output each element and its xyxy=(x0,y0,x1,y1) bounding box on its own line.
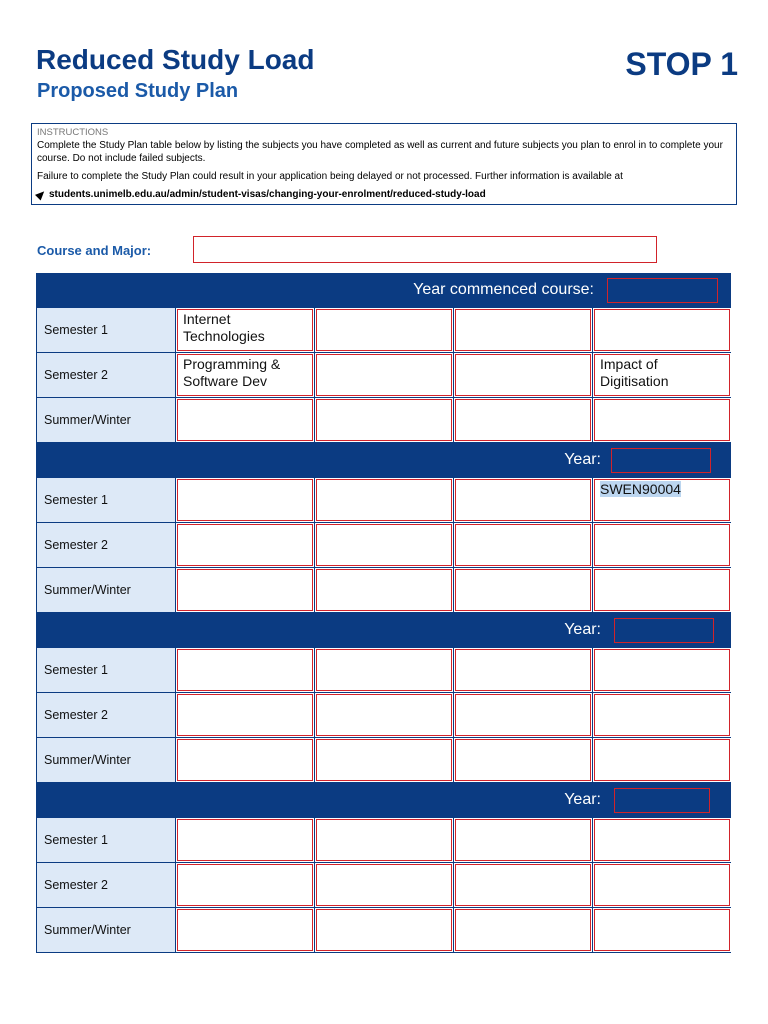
subject-cell xyxy=(315,353,454,397)
subject-cell xyxy=(176,523,315,567)
period-label: Semester 2 xyxy=(36,693,176,737)
subject-input[interactable] xyxy=(316,479,452,521)
subject-cell xyxy=(593,818,731,862)
subject-cell xyxy=(176,398,315,442)
instructions-line-1: Complete the Study Plan table below by listing the subjects you have completed as well as current and future subjects you plan to enrol in to complete your course. Do not include failed subjects. xyxy=(37,140,723,164)
plan-row xyxy=(36,648,731,693)
subject-cell xyxy=(315,818,454,862)
subject-input[interactable] xyxy=(177,309,313,351)
subject-text: Impact of Digitisation xyxy=(600,356,669,389)
subject-input[interactable] xyxy=(455,354,591,396)
subject-input[interactable] xyxy=(455,524,591,566)
subject-cell xyxy=(593,353,731,397)
year-label: Year: xyxy=(564,621,601,638)
year-label: Year: xyxy=(564,451,601,468)
subject-input[interactable] xyxy=(594,819,730,861)
subject-cell xyxy=(454,818,593,862)
subject-cell xyxy=(315,908,454,952)
plan-row xyxy=(36,693,731,738)
subject-cell xyxy=(593,478,731,522)
subject-cell xyxy=(454,648,593,692)
subject-cell xyxy=(454,568,593,612)
subject-input[interactable] xyxy=(177,354,313,396)
year-input[interactable] xyxy=(607,278,718,303)
subject-cell xyxy=(593,568,731,612)
period-label: Semester 2 xyxy=(36,523,176,567)
subject-input[interactable] xyxy=(594,399,730,441)
period-label: Summer/Winter xyxy=(36,908,176,952)
subject-input[interactable] xyxy=(316,309,452,351)
subject-cell xyxy=(315,523,454,567)
plan-row xyxy=(36,353,731,398)
subject-input[interactable] xyxy=(316,354,452,396)
subject-cell xyxy=(593,693,731,737)
subject-input[interactable] xyxy=(594,524,730,566)
plan-row xyxy=(36,738,731,783)
subject-cell xyxy=(176,568,315,612)
page-subtitle: Proposed Study Plan xyxy=(37,80,239,102)
subject-input[interactable] xyxy=(177,694,313,736)
subject-cell xyxy=(593,863,731,907)
subject-input[interactable] xyxy=(594,694,730,736)
subject-cell xyxy=(176,648,315,692)
instructions-box xyxy=(31,123,737,205)
subject-input[interactable] xyxy=(455,909,591,951)
subject-cell xyxy=(454,523,593,567)
period-label: Semester 2 xyxy=(36,353,176,397)
subject-cell xyxy=(315,308,454,352)
subject-cell xyxy=(454,308,593,352)
subject-cell xyxy=(176,478,315,522)
subject-cell xyxy=(315,648,454,692)
subject-cell xyxy=(176,693,315,737)
subject-input[interactable] xyxy=(316,694,452,736)
subject-cell xyxy=(593,523,731,567)
plan-row xyxy=(36,568,731,613)
subject-input[interactable] xyxy=(316,399,452,441)
instructions-heading: INSTRUCTIONS xyxy=(37,127,109,138)
subject-cell xyxy=(176,738,315,782)
period-label: Summer/Winter xyxy=(36,568,176,612)
subject-cell xyxy=(454,478,593,522)
subject-input[interactable] xyxy=(594,569,730,611)
subject-text: SWEN90004 xyxy=(600,481,681,497)
subject-input[interactable] xyxy=(177,819,313,861)
course-major-input[interactable] xyxy=(193,236,657,263)
info-link-text[interactable]: students.unimelb.edu.au/admin/student-visas/changing-your-enrolment/reduced-study-load xyxy=(49,189,486,200)
subject-input[interactable] xyxy=(316,864,452,906)
subject-cell xyxy=(176,908,315,952)
subject-input[interactable] xyxy=(455,864,591,906)
arrow-icon xyxy=(35,188,47,200)
subject-cell xyxy=(315,693,454,737)
subject-cell xyxy=(454,738,593,782)
period-label: Semester 1 xyxy=(36,308,176,352)
subject-cell xyxy=(454,398,593,442)
period-label: Semester 2 xyxy=(36,863,176,907)
subject-input[interactable] xyxy=(177,864,313,906)
subject-cell xyxy=(315,863,454,907)
subject-input[interactable] xyxy=(594,909,730,951)
subject-input[interactable] xyxy=(177,524,313,566)
subject-cell xyxy=(315,398,454,442)
subject-input[interactable] xyxy=(594,479,730,521)
year-header-bar xyxy=(36,783,731,818)
subject-input[interactable] xyxy=(316,739,452,781)
subject-input[interactable] xyxy=(594,309,730,351)
period-label: Semester 1 xyxy=(36,648,176,692)
year-input[interactable] xyxy=(611,448,711,473)
subject-cell xyxy=(593,648,731,692)
info-link[interactable] xyxy=(37,188,731,201)
subject-input[interactable] xyxy=(594,354,730,396)
plan-row xyxy=(36,523,731,568)
instructions-line-2: Failure to complete the Study Plan could result in your application being delayed or not processed. Further information is available at xyxy=(37,171,623,182)
plan-row xyxy=(36,818,731,863)
year-input[interactable] xyxy=(614,788,710,813)
subject-cell xyxy=(593,738,731,782)
subject-input[interactable] xyxy=(455,479,591,521)
plan-row xyxy=(36,478,731,523)
stop-label: STOP 1 xyxy=(625,46,738,82)
subject-input[interactable] xyxy=(177,399,313,441)
subject-cell xyxy=(176,308,315,352)
year-label: Year: xyxy=(564,791,601,808)
subject-input[interactable] xyxy=(316,569,452,611)
subject-input[interactable] xyxy=(455,739,591,781)
subject-cell xyxy=(176,863,315,907)
subject-input[interactable] xyxy=(177,909,313,951)
subject-input[interactable] xyxy=(455,309,591,351)
subject-cell xyxy=(315,568,454,612)
subject-input[interactable] xyxy=(177,479,313,521)
subject-input[interactable] xyxy=(594,649,730,691)
subject-input[interactable] xyxy=(316,819,452,861)
subject-cell xyxy=(176,353,315,397)
year-label: Year commenced course: xyxy=(413,281,594,298)
subject-input[interactable] xyxy=(316,909,452,951)
subject-cell xyxy=(315,478,454,522)
subject-cell xyxy=(593,908,731,952)
subject-input[interactable] xyxy=(594,739,730,781)
subject-input[interactable] xyxy=(455,569,591,611)
subject-text: Programming & Software Dev xyxy=(183,356,281,389)
subject-input[interactable] xyxy=(455,694,591,736)
subject-input[interactable] xyxy=(455,819,591,861)
period-label: Semester 1 xyxy=(36,818,176,862)
year-input[interactable] xyxy=(614,618,714,643)
subject-cell xyxy=(593,308,731,352)
period-label: Semester 1 xyxy=(36,478,176,522)
subject-input[interactable] xyxy=(177,569,313,611)
study-plan-table xyxy=(36,273,731,953)
subject-input[interactable] xyxy=(177,739,313,781)
subject-cell xyxy=(454,693,593,737)
page-title: Reduced Study Load xyxy=(36,44,315,75)
subject-input[interactable] xyxy=(177,649,313,691)
subject-cell xyxy=(454,908,593,952)
subject-input[interactable] xyxy=(455,649,591,691)
plan-row xyxy=(36,863,731,908)
subject-cell xyxy=(454,353,593,397)
period-label: Summer/Winter xyxy=(36,738,176,782)
year-header-bar xyxy=(36,613,731,648)
plan-row xyxy=(36,398,731,443)
subject-cell xyxy=(454,863,593,907)
year-header-bar xyxy=(36,273,731,308)
subject-cell xyxy=(315,738,454,782)
plan-row xyxy=(36,908,731,953)
subject-cell xyxy=(176,818,315,862)
subject-input[interactable] xyxy=(455,399,591,441)
subject-text: Internet Technologies xyxy=(183,311,265,344)
subject-input[interactable] xyxy=(316,649,452,691)
course-major-label: Course and Major: xyxy=(37,243,152,258)
plan-row xyxy=(36,308,731,353)
subject-input[interactable] xyxy=(316,524,452,566)
year-header-bar xyxy=(36,443,731,478)
subject-cell xyxy=(593,398,731,442)
subject-input[interactable] xyxy=(594,864,730,906)
period-label: Summer/Winter xyxy=(36,398,176,442)
